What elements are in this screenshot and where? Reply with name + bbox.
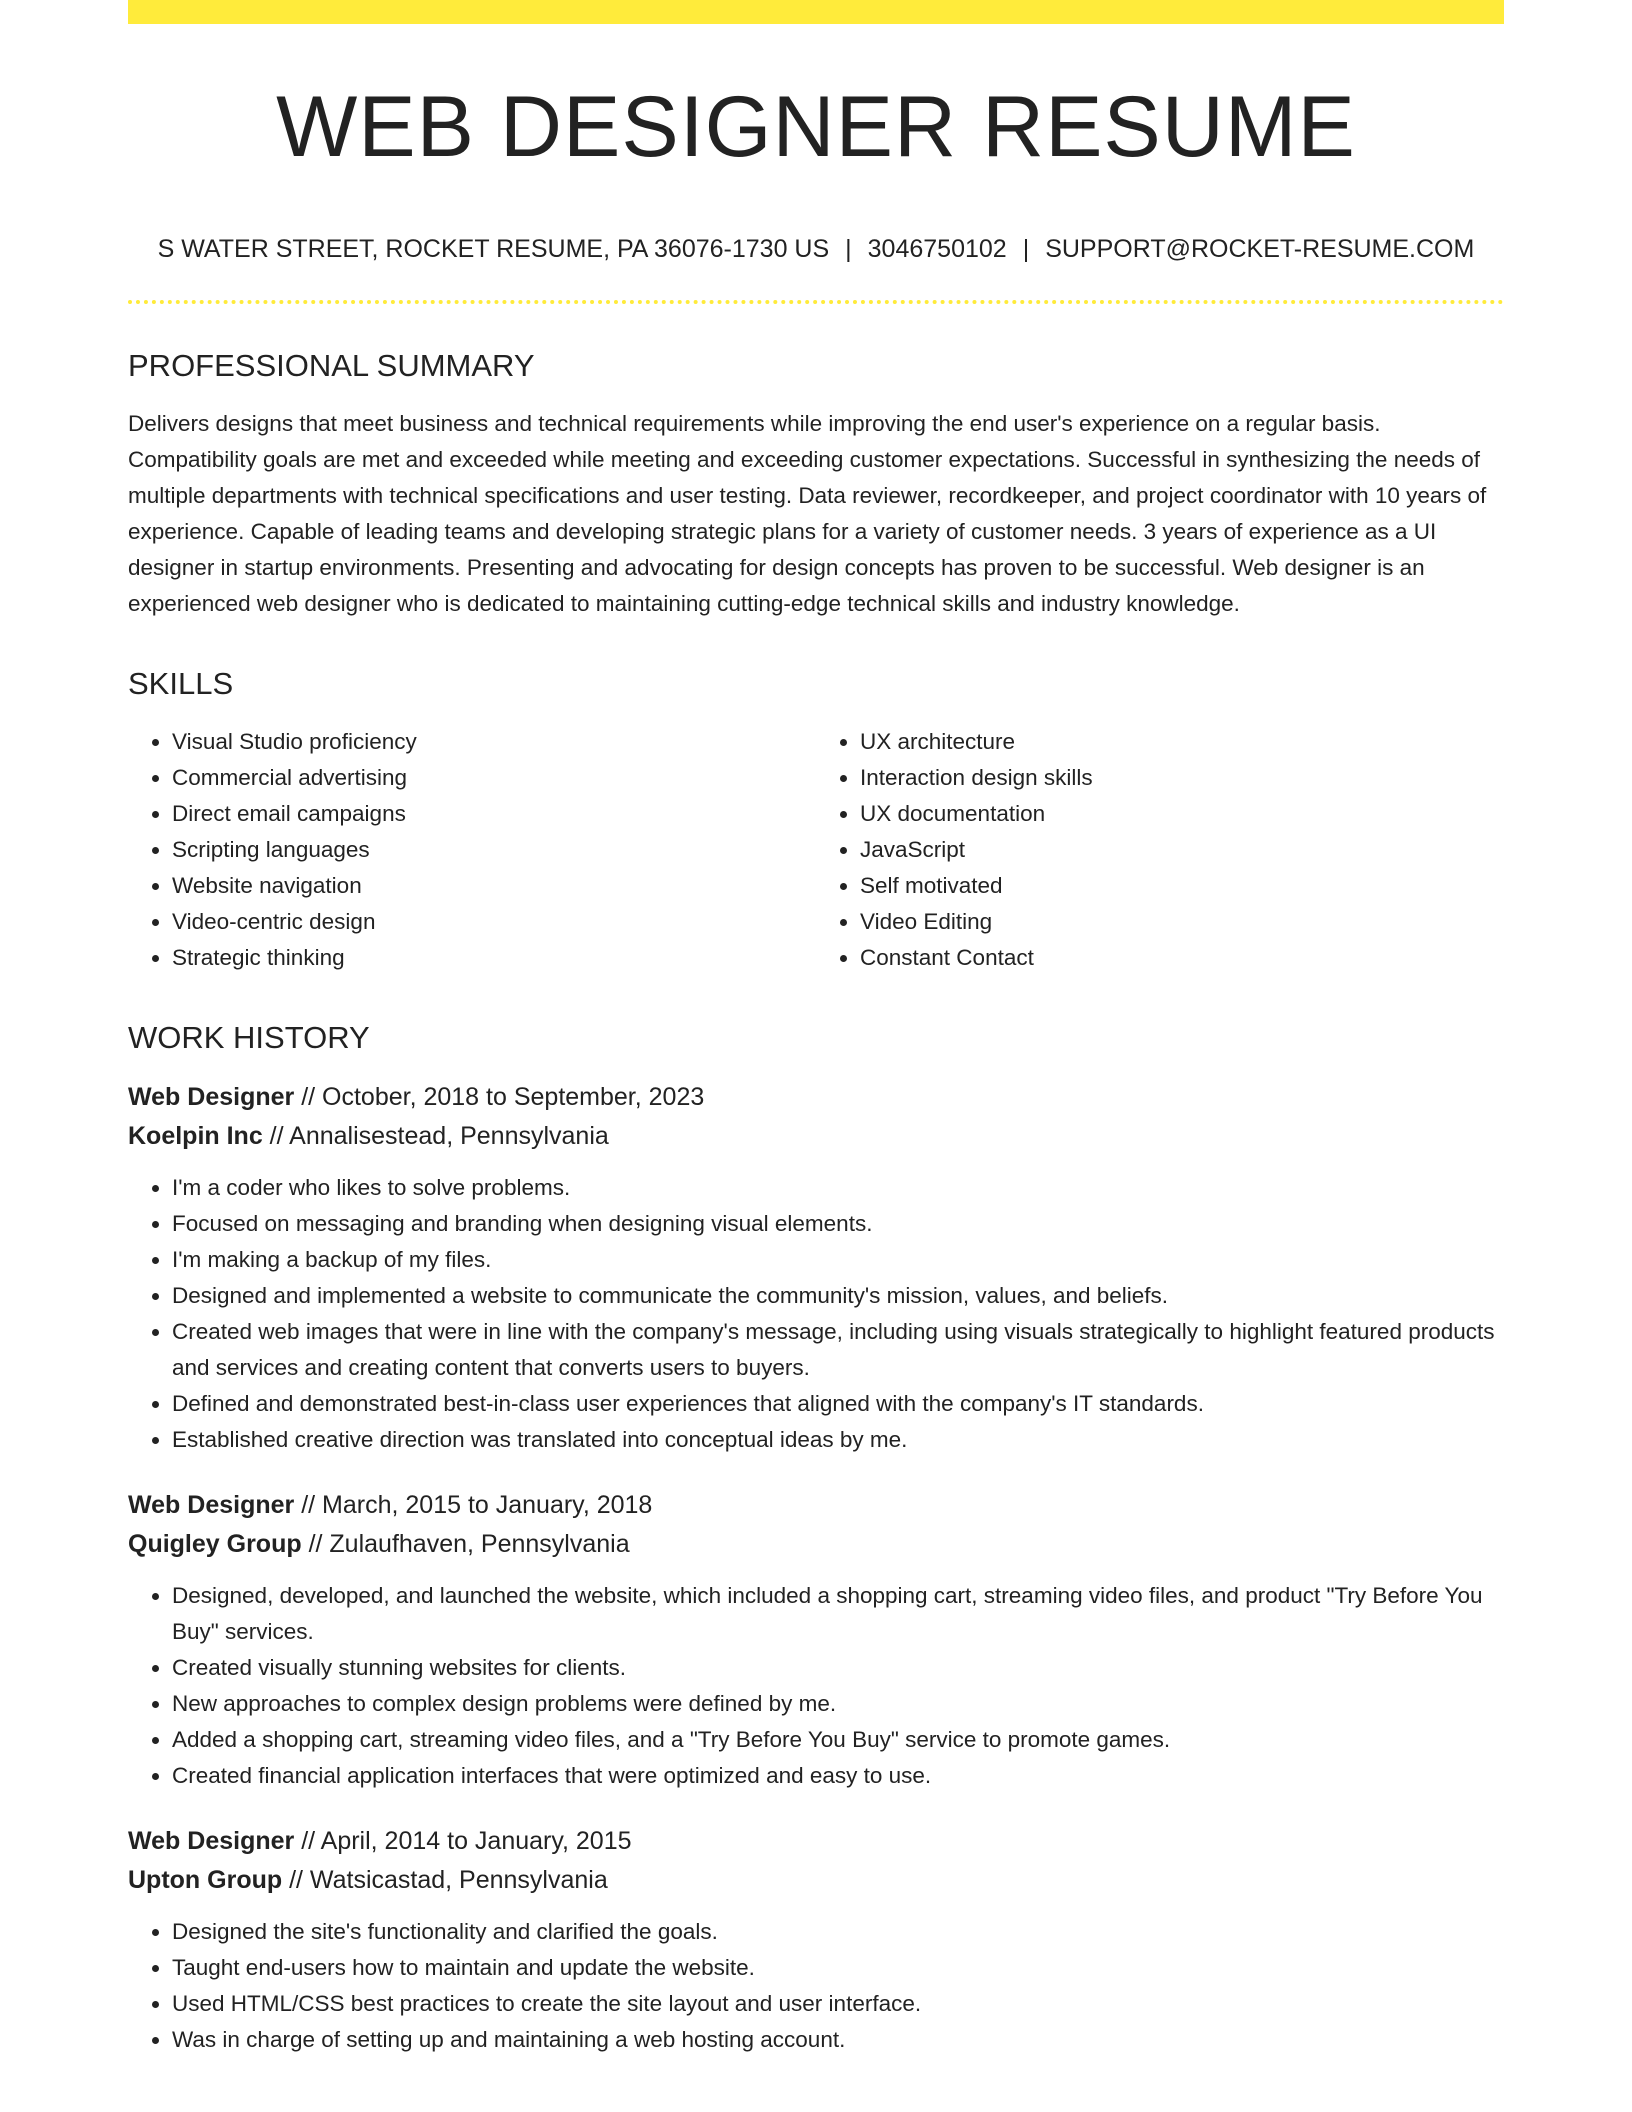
job-bullet: • New approaches to complex design problems were defined by me.	[172, 1686, 1504, 1722]
skill-item: • UX documentation	[860, 796, 1504, 832]
job-bullet: • Created financial application interfaces that were optimized and easy to use.	[172, 1758, 1504, 1794]
job-bullet: • Added a shopping cart, streaming video files, and a "Try Before You Buy" service to promote games.	[172, 1722, 1504, 1758]
job-role-line	[128, 1822, 1504, 1861]
skill-item: • UX architecture	[860, 724, 1504, 760]
job-bullet: • Designed, developed, and launched the website, which included a shopping cart, streaming video files, and product "Try Before You Buy" services.	[172, 1578, 1504, 1650]
job-bullet: • I'm making a backup of my files.	[172, 1242, 1504, 1278]
skill-item: • Constant Contact	[860, 940, 1504, 976]
job-company-line	[128, 1861, 1504, 1900]
job-company: Koelpin Inc	[128, 1121, 263, 1150]
summary-heading: PROFESSIONAL SUMMARY	[128, 347, 535, 383]
job-bullet: • Created web images that were in line with the company's message, including using visuals strategically to highlight featured products and services and creating content that converts users to buyers.	[172, 1314, 1504, 1386]
job-role: Web Designer	[128, 1490, 295, 1519]
job-entry	[128, 1078, 1504, 1458]
job-bullet: • I'm a coder who likes to solve problems.	[172, 1170, 1504, 1206]
contact-line	[128, 235, 1504, 264]
skill-item: • Commercial advertising	[172, 760, 816, 796]
contact-separator: |	[845, 234, 852, 263]
job-dates: // April, 2014 to January, 2015	[294, 1826, 632, 1855]
skill-item: • Interaction design skills	[860, 760, 1504, 796]
skill-item: • Direct email campaigns	[172, 796, 816, 832]
skill-item: • Video Editing	[860, 904, 1504, 940]
resume-page	[128, 0, 1504, 2086]
dotted-divider	[128, 300, 1504, 304]
job-bullets	[128, 1914, 1504, 2058]
skill-item: • Video-centric design	[172, 904, 816, 940]
job-company-line	[128, 1117, 1504, 1156]
job-location: // Watsicastad, Pennsylvania	[282, 1865, 608, 1894]
job-bullet: • Was in charge of setting up and maintaining a web hosting account.	[172, 2022, 1504, 2058]
job-bullet: • Established creative direction was translated into conceptual ideas by me.	[172, 1422, 1504, 1458]
job-bullet: • Taught end-users how to maintain and update the website.	[172, 1950, 1504, 1986]
job-dates: // March, 2015 to January, 2018	[294, 1490, 653, 1519]
skills-column-right	[816, 724, 1504, 976]
skills-heading: SKILLS	[128, 665, 234, 701]
job-company: Quigley Group	[128, 1529, 302, 1558]
job-bullets	[128, 1578, 1504, 1794]
resume-title: WEB DESIGNER RESUME	[276, 79, 1356, 175]
address: S WATER STREET, ROCKET RESUME, PA 36076-1730 US	[157, 234, 830, 263]
job-bullet: • Focused on messaging and branding when designing visual elements.	[172, 1206, 1504, 1242]
skill-item: • Visual Studio proficiency	[172, 724, 816, 760]
job-role: Web Designer	[128, 1826, 295, 1855]
summary-text: Delivers designs that meet business and technical requirements while improving the end user's experience on a regular basis. Compatibility goals are met and exceeded while meeting and exceeding customer expectations. Successful in synthesizing the needs of multiple departments with technical specifications and user testing. Data reviewer, recordkeeper, and project coordinator with 10 years of experience. Capable of leading teams and developing strategic plans for a variety of customer needs. 3 years of experience as a UI designer in startup environments. Presenting and advocating for design concepts has proven to be successful. Web designer is an experienced web designer who is dedicated to maintaining cutting-edge technical skills and industry knowledge.	[128, 410, 1487, 616]
work-history-heading: WORK HISTORY	[128, 1019, 370, 1055]
job-bullet: • Defined and demonstrated best-in-class user experiences that aligned with the company's IT standards.	[172, 1386, 1504, 1422]
contact-separator: |	[1022, 234, 1030, 263]
skill-item: • Website navigation	[172, 868, 816, 904]
job-location: // Annalisestead, Pennsylvania	[262, 1121, 609, 1150]
skill-item: • Scripting languages	[172, 832, 816, 868]
email: SUPPORT@ROCKET-RESUME.COM	[1045, 234, 1475, 263]
skill-item: • Strategic thinking	[172, 940, 816, 976]
phone: 3046750102	[867, 234, 1007, 263]
skills-column-left	[128, 724, 816, 976]
job-company-line	[128, 1525, 1504, 1564]
skills-list	[128, 724, 1504, 976]
job-bullet: • Designed and implemented a website to communicate the community's mission, values, and beliefs.	[172, 1278, 1504, 1314]
job-location: // Zulaufhaven, Pennsylvania	[301, 1529, 630, 1558]
job-company: Upton Group	[128, 1865, 283, 1894]
job-dates: // October, 2018 to September, 2023	[294, 1082, 705, 1111]
job-role-line	[128, 1078, 1504, 1117]
job-bullets	[128, 1170, 1504, 1458]
top-accent-bar	[128, 0, 1504, 24]
skill-item: • JavaScript	[860, 832, 1504, 868]
job-bullet: • Used HTML/CSS best practices to create the site layout and user interface.	[172, 1986, 1504, 2022]
job-bullet: • Created visually stunning websites for clients.	[172, 1650, 1504, 1686]
job-role-line	[128, 1486, 1504, 1525]
job-entry	[128, 1486, 1504, 1794]
job-bullet: • Designed the site's functionality and clarified the goals.	[172, 1914, 1504, 1950]
job-role: Web Designer	[128, 1082, 295, 1111]
job-entry	[128, 1822, 1504, 2058]
skill-item: • Self motivated	[860, 868, 1504, 904]
